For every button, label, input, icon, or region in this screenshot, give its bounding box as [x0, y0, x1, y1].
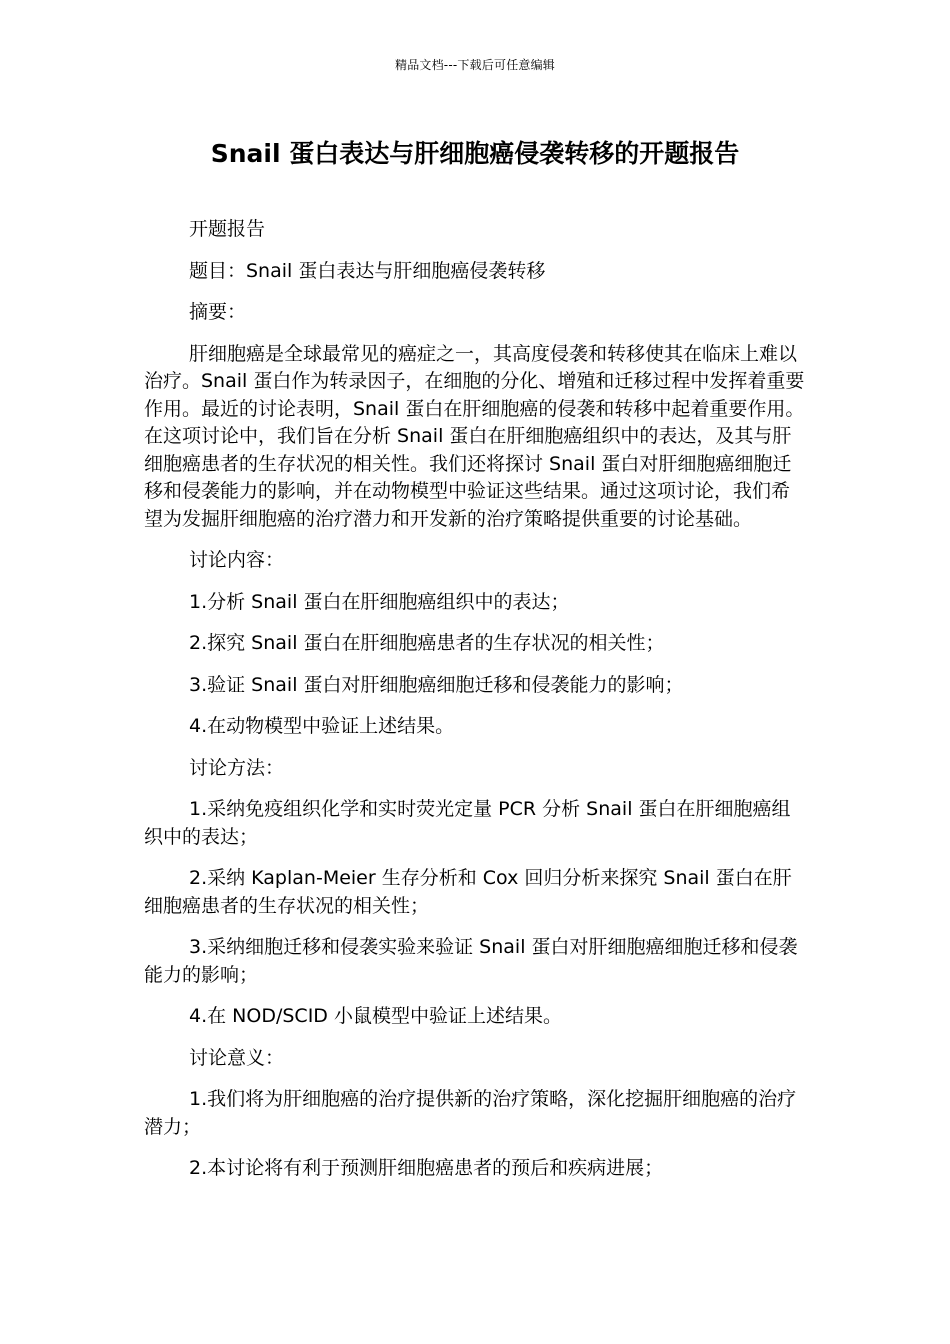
list-item-significance-2: 2.本讨论将有利于预测肝细胞癌患者的预后和疾病进展；: [189, 1157, 664, 1179]
list-item-content-3: 3.验证 Snail 蛋白对肝细胞癌细胞迁移和侵袭能力的影响；: [189, 673, 684, 696]
list-item-method-4: 4.在 NOD/SCID 小鼠模型中验证上述结果。: [189, 1005, 562, 1027]
list-item-method-2: 2.采纳 Kaplan-Meier 生存分析和 Cox 回归分析来探究 Snail 蛋白在肝细胞癌患者的生存状况的相关性；: [144, 867, 792, 917]
paragraph-abstract-body: 肝细胞癌是全球最常见的癌症之一，其高度侵袭和转移使其在临床上难以治疗。Snail 蛋白作为转录因子，在细胞的分化、增殖和迁移过程中发挥着重要作用。最近的讨论表明，Snail 蛋白在肝细胞癌的侵袭和转移中起着重要作用。在这项讨论中，我们旨在分析 Snail 蛋白在肝细胞癌组织中的表达，及其与肝细胞癌患者的生存状况的相关性。我们还将探讨 Snail 蛋白对肝细胞癌细胞迁移和侵袭能力的影响，并在动物模型中验证这些结果。通过这项讨论，我们希望为发掘肝细胞癌的治疗潜力和开发新的治疗策略提供重要的讨论基础。: [144, 342, 805, 530]
list-item-method-3: 3.采纳细胞迁移和侵袭实验来验证 Snail 蛋白对肝细胞癌细胞迁移和侵袭能力的影响；: [144, 936, 798, 986]
list-item-content-4: 4.在动物模型中验证上述结果。: [189, 715, 455, 737]
paragraph-significance-label: 讨论意义：: [189, 1046, 285, 1069]
list-item-content-2: 2.探究 Snail 蛋白在肝细胞癌患者的生存状况的相关性；: [189, 632, 665, 654]
paragraph-report-label: 开题报告: [189, 218, 266, 240]
list-item-method-1: 1.采纳免疫组织化学和实时荧光定量 PCR 分析 Snail 蛋白在肝细胞癌组织中的表达；: [144, 798, 791, 848]
list-item-content-1: 1.分析 Snail 蛋白在肝细胞癌组织中的表达；: [189, 590, 570, 613]
paragraph-topic: 题目：Snail 蛋白表达与肝细胞癌侵袭转移: [189, 259, 546, 282]
document-title: Snail 蛋白表达与肝细胞癌侵袭转移的开题报告: [210, 139, 740, 168]
document-body: [144, 216, 808, 1183]
paragraph-abstract-label: 摘要：: [189, 301, 247, 323]
list-item-significance-1: 1.我们将为肝细胞癌的治疗提供新的治疗策略，深化挖掘肝细胞癌的治疗潜力；: [144, 1088, 797, 1138]
paragraph-method-label: 讨论方法：: [189, 756, 285, 779]
header-note: 精品文档---下载后可任意编辑: [395, 58, 555, 72]
paragraph-content-label: 讨论内容：: [189, 549, 285, 571]
